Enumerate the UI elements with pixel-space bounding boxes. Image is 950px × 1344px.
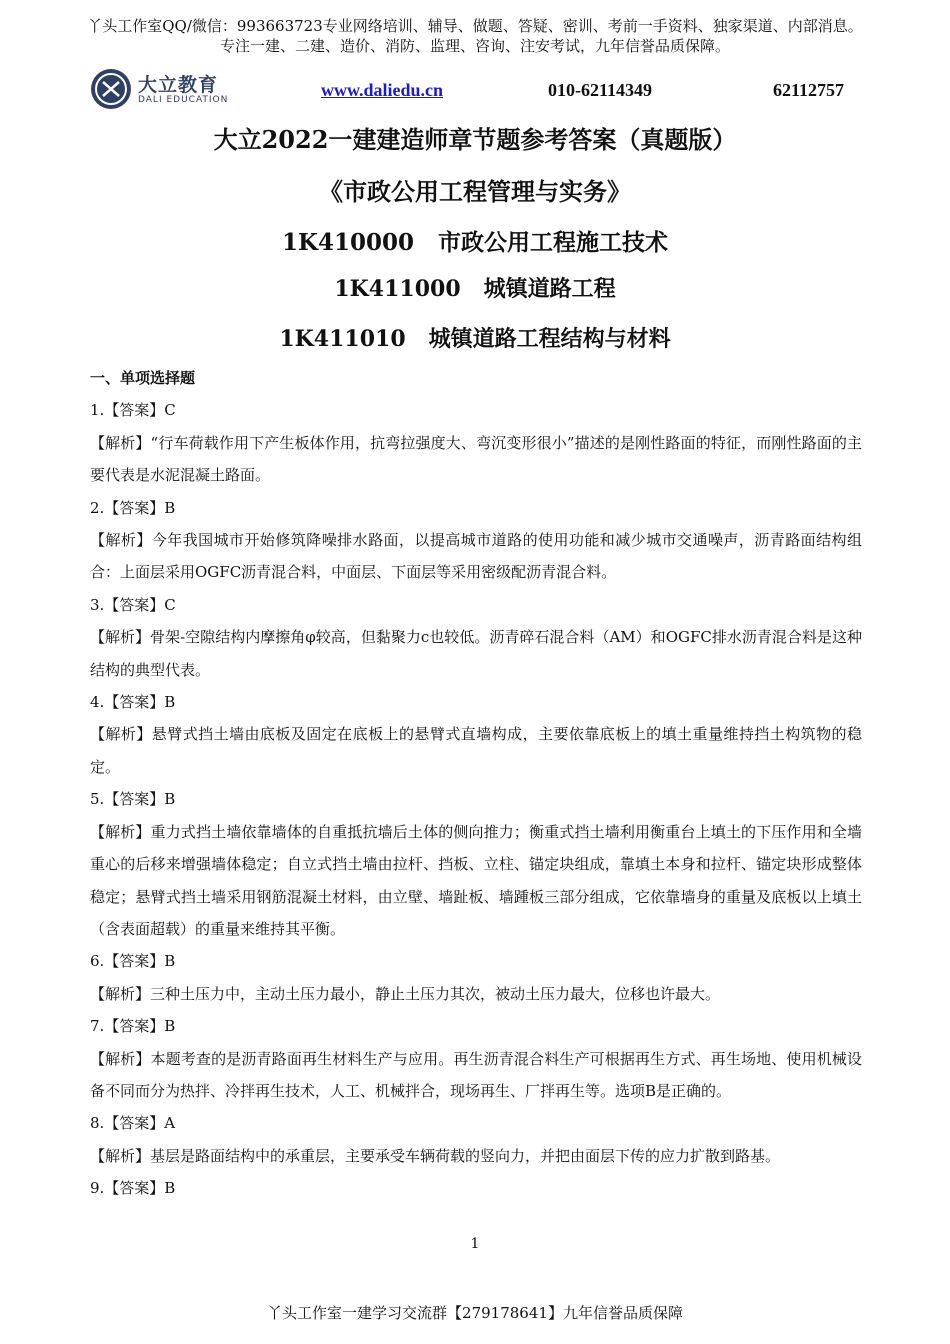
subject-title: 《市政公用工程管理与实务》 — [319, 177, 631, 206]
answer-line: 8.【答案】A — [90, 1114, 176, 1133]
analysis-paragraph: 【解析】三种土压力中，主动土压力最小，静止土压力其次，被动土压力最大，位移也许最大。 — [90, 984, 721, 1003]
logo — [90, 68, 230, 110]
watermark-top-line2: 专注一建、二建、造价、消防、监理、咨询、注安考试，九年信誉品质保障。 — [219, 37, 730, 55]
analysis-paragraph: 【解析】重力式挡土墙依靠墙体的自重抵抗墙后土体的侧向推力；衡重式挡土墙利用衡重台上填土的下压作用和全墙重心的后移来增强墙体稳定；自立式挡土墙由拉杆、挡板、立柱、锚定块组成，靠填土本身和拉杆、锚定块形成整体稳定；悬臂式挡土墙采用钢筋混凝土材料，由立壁、墙趾板、墙踵板三部分组成，它依靠墙身的重量及底板以上填土（含表面超载）的重量来维持其平衡。 — [90, 822, 862, 938]
answer-line: 9.【答案】B — [90, 1179, 176, 1198]
watermark-top-line1: 丫头工作室QQ/微信：993663723专业网络培训、辅导、做题、答疑、密训、考前一手资料、独家渠道、内部消息。 — [87, 17, 863, 35]
chapter-title: 1K410000 市政公用工程施工技术 — [281, 229, 669, 256]
section-heading: 一、单项选择题 — [90, 369, 196, 387]
answer-line: 1.【答案】C — [90, 401, 176, 420]
analysis-paragraph: 【解析】本题考查的是沥青路面再生材料生产与应用。再生沥青混合料生产可根据再生方式、再生场地、使用机械设备不同而分为热拌、冷拌再生技术，人工、机械拌合，现场再生、厂拌再生等。选项B是正确的。 — [90, 1049, 862, 1100]
logo-emblem-icon — [90, 68, 132, 110]
logo-text: 大立教育 — [138, 74, 219, 96]
watermark-bottom: 丫头工作室一建学习交流群【279178641】九年信誉品质保障 — [267, 1304, 683, 1322]
answer-line: 6.【答案】B — [90, 952, 176, 971]
answer-line: 5.【答案】B — [90, 790, 176, 809]
page-number: 1 — [470, 1236, 480, 1252]
answer-line: 2.【答案】B — [90, 498, 176, 517]
analysis-paragraph: 【解析】今年我国城市开始修筑降噪排水路面，以提高城市道路的使用功能和减少城市交通噪声，沥青路面结构组合：上面层采用OGFC沥青混合料，中面层、下面层等采用密级配沥青混合料。 — [90, 531, 862, 582]
analysis-paragraph: 【解析】骨架-空隙结构内摩擦角φ较高，但黏聚力c也较低。沥青碎石混合料（AM）和OGFC排水沥青混合料是这种结构的典型代表。 — [90, 628, 862, 679]
answer-line: 3.【答案】C — [90, 595, 176, 614]
answer-line: 7.【答案】B — [90, 1017, 176, 1036]
analysis-paragraph: 【解析】基层是路面结构中的承重层，主要承受车辆荷载的竖向力，并把由面层下传的应力扩散到路基。 — [90, 1146, 781, 1165]
subsection-title: 1K411010 城镇道路工程结构与材料 — [279, 326, 671, 352]
answer-line: 4.【答案】B — [90, 693, 176, 712]
answer-content — [90, 362, 862, 1205]
document-title: 大立2022一建建造师章节题参考答案（真题版） — [213, 125, 737, 154]
phone-number-2: 62112757 — [773, 80, 845, 100]
website-link[interactable]: www.daliedu.cn — [321, 80, 444, 100]
phone-number-1: 010-62114349 — [548, 80, 653, 100]
logo-subtext: DALI EDUCATION — [138, 95, 229, 105]
section-title: 1K411000 城镇道路工程 — [334, 276, 616, 302]
analysis-paragraph: 【解析】“行车荷载作用下产生板体作用，抗弯拉强度大、弯沉变形很小”描述的是刚性路面的特征，而刚性路面的主要代表是水泥混凝土路面。 — [90, 433, 862, 485]
analysis-paragraph: 【解析】悬臂式挡土墙由底板及固定在底板上的悬臂式直墙构成，主要依靠底板上的填土重量维持挡土构筑物的稳定。 — [90, 725, 862, 776]
